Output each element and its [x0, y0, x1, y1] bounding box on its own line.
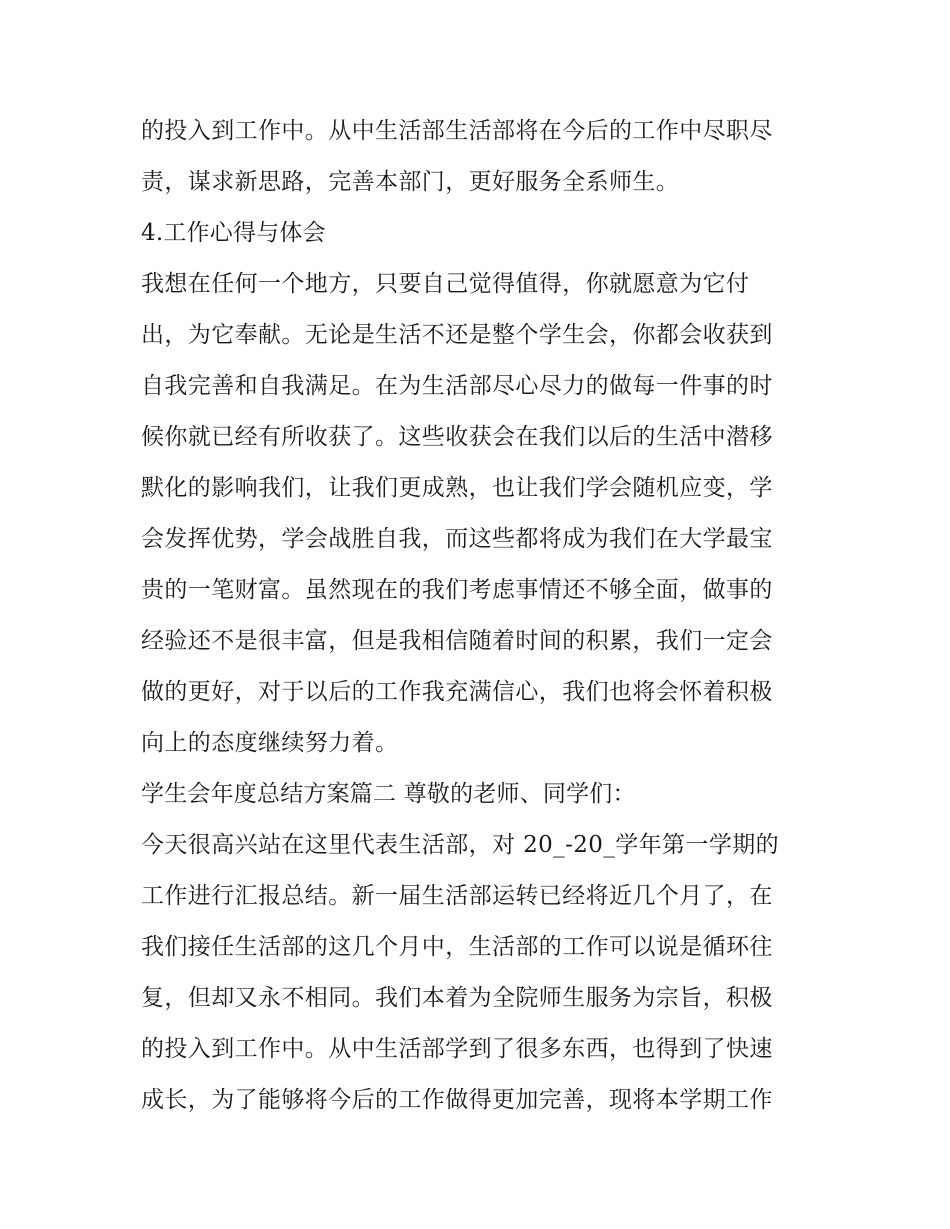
text-line-18: 复，但却又永不相同。我们本着为全院师生服务为宗旨，积极	[141, 985, 773, 1011]
text-line-4: 我想在任何一个地方，只要自己觉得值得，你就愿意为它付	[141, 271, 750, 297]
text-line-6: 自我完善和自我满足。在为生活部尽心尽力的做每一件事的时	[141, 373, 773, 399]
text-line-10: 贵的一笔财富。虽然现在的我们考虑事情还不够全面，做事的	[141, 577, 773, 603]
text-line-17: 我们接任生活部的这几个月中，生活部的工作可以说是循环往	[141, 934, 773, 960]
text-line-15: 今天很高兴站在这里代表生活部，对 20_-20_学年第一学期的	[141, 832, 780, 858]
text-line-19: 的投入到工作中。从中生活部学到了很多东西，也得到了快速	[141, 1036, 773, 1062]
text-line-5: 出，为它奉献。无论是生活不还是整个学生会，你都会收获到	[141, 322, 773, 348]
section-heading-4: 4.工作心得与体会	[141, 220, 326, 246]
text-line-1: 的投入到工作中。从中生活部生活部将在今后的工作中尽职尽	[141, 118, 773, 144]
text-line-20: 成长，为了能够将今后的工作做得更加完善，现将本学期工作	[141, 1087, 773, 1113]
text-line-12: 做的更好，对于以后的工作我充满信心，我们也将会怀着积极	[141, 679, 773, 705]
text-line-7: 候你就已经有所收获了。这些收获会在我们以后的生活中潜移	[141, 424, 773, 450]
text-line-9: 会发挥优势，学会战胜自我，而这些都将成为我们在大学最宝	[141, 526, 773, 552]
text-line-11: 经验还不是很丰富，但是我相信随着时间的积累，我们一定会	[141, 628, 773, 654]
article-title-line: 学生会年度总结方案篇二 尊敬的老师、同学们：	[141, 781, 636, 807]
document-body	[141, 106, 821, 1126]
text-line-8: 默化的影响我们，让我们更成熟，也让我们学会随机应变，学	[141, 475, 773, 501]
text-line-2: 责，谋求新思路，完善本部门，更好服务全系师生。	[141, 169, 680, 195]
text-line-16: 工作进行汇报总结。新一届生活部运转已经将近几个月了，在	[141, 883, 773, 909]
text-line-13: 向上的态度继续努力着。	[141, 730, 399, 756]
